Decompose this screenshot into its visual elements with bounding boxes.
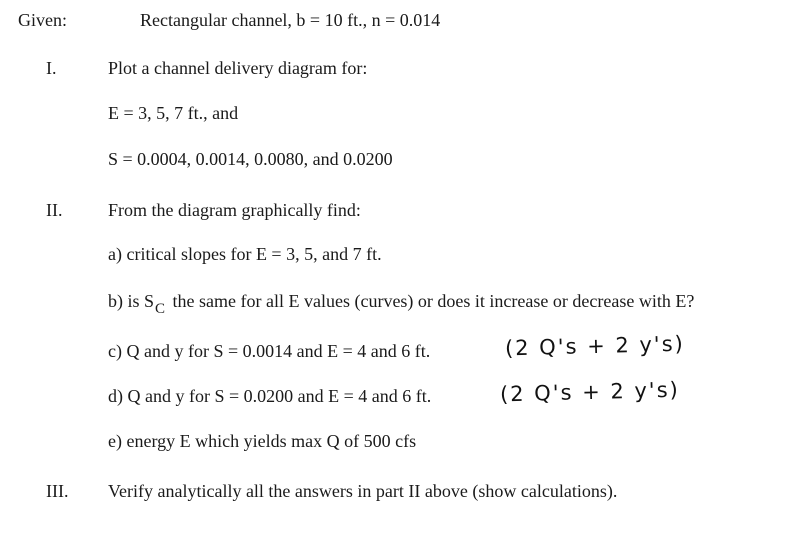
part-2-item-e: e) energy E which yields max Q of 500 cfs <box>108 431 417 451</box>
part-3-text: Verify analytically all the answers in part II above (show calculations). <box>108 481 618 501</box>
part-1-slope-values: S = 0.0004, 0.0014, 0.0080, and 0.0200 <box>108 149 393 169</box>
given-label: Given: <box>18 10 67 30</box>
part-2-item-a: a) critical slopes for E = 3, 5, and 7 ft. <box>108 244 382 264</box>
part-3-numeral: III. <box>46 481 69 501</box>
item-b-subscript: C <box>155 301 166 317</box>
part-2-item-c: c) Q and y for S = 0.0014 and E = 4 and 6 ft. <box>108 341 431 361</box>
given-text: Rectangular channel, b = 10 ft., n = 0.014 <box>140 10 441 30</box>
part-2-item-d: d) Q and y for S = 0.0200 and E = 4 and 6 ft. <box>108 386 432 406</box>
handwritten-note-d: (2 Q's + 2 y's) <box>499 377 681 407</box>
part-2-item-b <box>108 290 695 317</box>
handwritten-note-c: (2 Q's + 2 y's) <box>504 331 686 361</box>
part-2-numeral: II. <box>46 200 63 220</box>
part-2-heading: From the diagram graphically find: <box>108 200 361 220</box>
part-1-energy-values: E = 3, 5, 7 ft., and <box>108 103 239 123</box>
item-b-prefix: b) is S <box>108 291 155 311</box>
item-b-text: the same for all E values (curves) or does it increase or decrease with E? <box>172 291 695 311</box>
part-1-heading: Plot a channel delivery diagram for: <box>108 58 368 78</box>
part-1-numeral: I. <box>46 58 57 78</box>
